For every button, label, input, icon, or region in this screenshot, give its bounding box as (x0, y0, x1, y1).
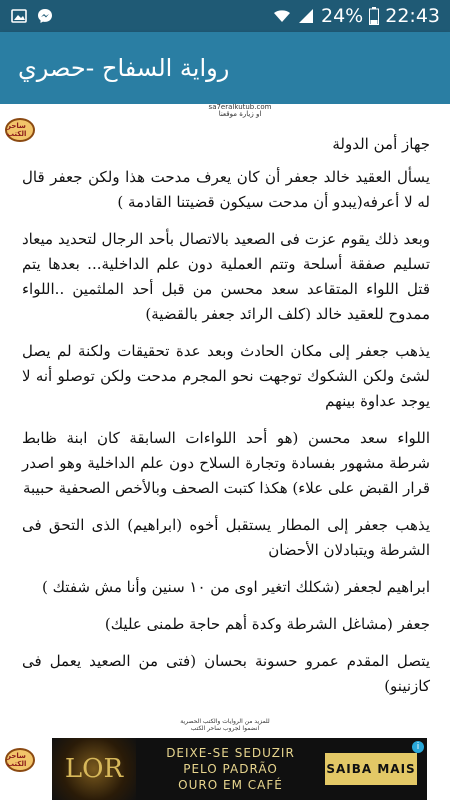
ad-line: OURO EM CAFÉ (178, 778, 283, 792)
site-logo: ساحر الكتب (5, 118, 35, 142)
site-logo-bottom: ساحر الكتب (5, 748, 35, 772)
footer-line: انضموا لجروب ساحر الكتب (190, 725, 260, 732)
paragraph: اللواء سعد محسن (هو أحد اللواءات السابقة كان ابنة ظابط شرطة مشهور بفسادة وتجارة السلاح دون علم الداخلية وهو اصدر قرار القبض على علاء) هكذا كتبت الصحف وبالأخص الصحفية حبيبة (22, 429, 430, 497)
page-content (22, 132, 430, 711)
ad-line: PELO PADRÃO (183, 762, 278, 776)
paragraph: ابراهيم لجعفر (شكلك اتغير اوى من ١٠ سنين وأنا مش شفتك ) (42, 578, 430, 596)
ad-copy (136, 745, 325, 793)
ad-banner[interactable] (52, 738, 427, 800)
app-bar (0, 32, 450, 104)
gallery-icon (10, 7, 28, 25)
notification-icons (10, 7, 54, 25)
app-title: رواية السفاح -حصري (18, 54, 230, 82)
paragraph: يتصل المقدم عمرو حسونة بحسان (فتى من الصعيد يعمل فى كازنينو) (22, 652, 430, 695)
header-site: sa7eralkutub.com (208, 104, 272, 111)
messenger-icon (36, 7, 54, 25)
paragraph: يذهب جعفر إلى المطار يستقبل أخوه (ابراهيم) الذى التحق فى الشرطة ويتبادلان الأحضان (22, 516, 430, 559)
book-page[interactable] (0, 104, 450, 738)
paragraph: يذهب جعفر إلى مكان الحادث وبعد عدة تحقيقات ولكنة لم يصل لشئ ولكن الشكوك توجهت نحو المجرم مدحت ولكن توصلو أنه لا يوجد عداوة بينهم (22, 342, 430, 410)
wifi-icon (273, 7, 291, 25)
status-bar (0, 0, 450, 32)
ad-cta-button[interactable]: SAIBA MAIS (325, 753, 417, 785)
system-status (273, 5, 440, 27)
battery-icon (369, 7, 379, 25)
battery-percent: 24% (321, 5, 364, 27)
info-icon[interactable]: i (412, 741, 424, 753)
paragraph: وبعد ذلك يقوم عزت فى الصعيد بالاتصال بأحد الرجال لتحديد ميعاد تسليم صفقة أسلحة وتتم العملية دون علم الداخلية... بعدها يتم قتل اللواء المتقاعد سعد محسن من قبل أحد الملثمين ..اللواء ممدوح للعقيد خالد (كلف الرائد جعفر بالقضية) (22, 230, 430, 323)
ad-brand-logo: LOR (52, 738, 136, 800)
paragraph: يسأل العقيد خالد جعفر أن كان يعرف مدحت هذا ولكن جعفر قال له لا أعرفه(يبدو أن مدحت سيكون قضيتنا القادمة ) (22, 168, 430, 211)
footer-line: للمزيد من الروايات والكتب الحصرية (180, 718, 270, 725)
ad-line: DEIXE-SE SEDUZIR (166, 746, 295, 760)
clock: 22:43 (385, 5, 440, 27)
paragraph: جعفر (مشاغل الشرطة وكدة أهم حاجة طمنى عليك) (104, 615, 430, 633)
page-footer (150, 718, 300, 732)
page-header (140, 104, 340, 118)
signal-icon (297, 7, 315, 25)
section-title: جهاز أمن الدولة (332, 135, 430, 153)
header-note: او زيارة موقعنا (218, 110, 262, 118)
